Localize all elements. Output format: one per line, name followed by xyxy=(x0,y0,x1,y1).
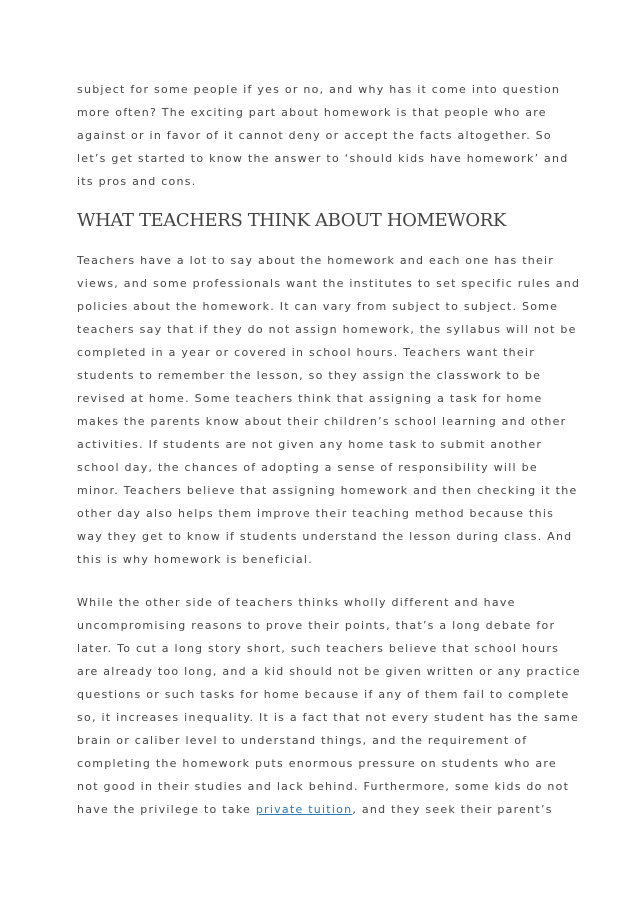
text-line: other day also helps them improve their teaching method because this xyxy=(77,507,555,520)
text-line: subject for some people if yes or no, and why has it come into question xyxy=(77,83,561,96)
text-line: more often? The exciting part about homework is that people who are xyxy=(77,106,547,119)
text-line: teachers say that if they do not assign homework, the syllabus will not be xyxy=(77,323,577,336)
text-line: Teachers have a lot to say about the homework and each one has their xyxy=(77,254,555,267)
section-heading: WHAT TEACHERS THINK ABOUT HOMEWORK xyxy=(77,210,506,231)
text-line: so, it increases inequality. It is a fact that not every student has the same xyxy=(77,711,579,724)
text-line: let’s get started to know the answer to ‘should kids have homework’ and xyxy=(77,152,569,165)
text-segment: have the privilege to take xyxy=(77,803,256,816)
text-line: completed in a year or covered in school hours. Teachers want their xyxy=(77,346,535,359)
text-line: not good in their studies and lack behind. Furthermore, some kids do not xyxy=(77,780,570,793)
text-line: against or in favor of it cannot deny or accept the facts altogether. So xyxy=(77,129,552,142)
text-line: While the other side of teachers thinks wholly different and have xyxy=(77,596,516,609)
text-line: policies about the homework. It can vary from subject to subject. Some xyxy=(77,300,559,313)
text-line: views, and some professionals want the institutes to set specific rules and xyxy=(77,277,581,290)
text-line: school day, the chances of adopting a sense of responsibility will be xyxy=(77,461,538,474)
text-line: its pros and cons. xyxy=(77,175,197,188)
text-line: brain or caliber level to understand things, and the requirement of xyxy=(77,734,528,747)
text-line xyxy=(77,798,577,821)
private-tuition-link[interactable]: private tuition xyxy=(255,803,353,816)
text-line: questions or such tasks for home because if any of them fail to complete xyxy=(77,688,570,701)
text-line: completing the homework puts enormous pressure on students who are xyxy=(77,757,557,770)
text-line: revised at home. Some teachers think that assigning a task for home xyxy=(77,392,543,405)
text-segment: , and they seek their parent’s xyxy=(352,803,553,816)
paragraph-spacer xyxy=(77,571,577,591)
text-line: minor. Teachers believe that assigning homework and then checking it the xyxy=(77,484,578,497)
text-line: this is why homework is beneficial. xyxy=(77,553,313,566)
text-line: students to remember the lesson, so they assign the classwork to be xyxy=(77,369,542,382)
text-line: activities. If students are not given any home task to submit another xyxy=(77,438,543,451)
text-line: way they get to know if students understand the lesson during class. And xyxy=(77,530,573,543)
text-line: later. To cut a long story short, such teachers believe that school hours xyxy=(77,642,560,655)
text-line: makes the parents know about their children’s school learning and other xyxy=(77,415,567,428)
other-side-paragraph xyxy=(77,591,581,821)
text-line: uncompromising reasons to prove their points, that’s a long debate for xyxy=(77,619,556,632)
teachers-paragraph xyxy=(77,249,581,571)
text-line: are already too long, and a kid should not be given written or any practice xyxy=(77,665,581,678)
intro-paragraph xyxy=(77,78,577,193)
document-page xyxy=(77,78,581,821)
